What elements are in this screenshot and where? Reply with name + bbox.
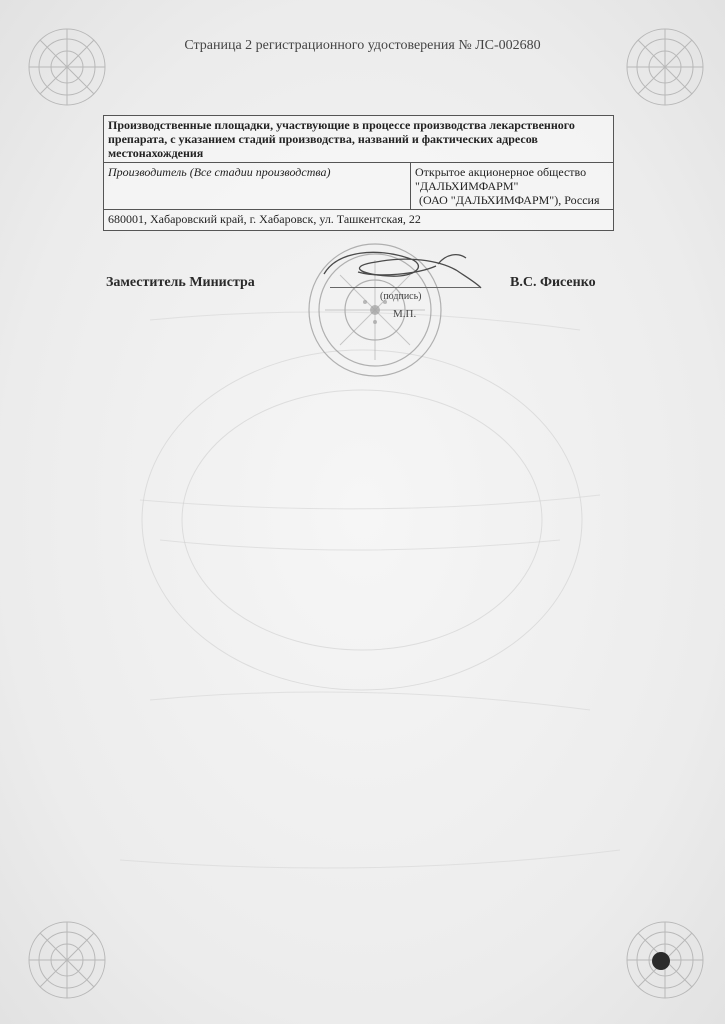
signatory-position: Заместитель Министра xyxy=(106,275,255,290)
punch-hole xyxy=(652,952,670,970)
manufacturer-organization-cell xyxy=(411,163,614,210)
signature-line xyxy=(330,287,480,288)
table-header-cell: Производственные площадки, участвующие в процессе производства лекарственного препарата, с указанием стадий производства, названий и фактических адресов местонахождения xyxy=(104,116,614,163)
signature-caption: (подпись) xyxy=(380,291,422,302)
handwritten-signature xyxy=(318,244,483,292)
corner-rosette-icon xyxy=(22,915,112,1005)
signatory-name: В.С. Фисенко xyxy=(510,275,596,290)
table-row xyxy=(104,116,614,163)
seal-label: М.П. xyxy=(393,308,417,320)
table-row xyxy=(104,163,614,210)
page-title: Страница 2 регистрационного удостоверения № ЛС-002680 xyxy=(184,38,541,53)
organization-line: Открытое акционерное общество xyxy=(415,165,587,179)
organization-line: (ОАО "ДАЛЬХИМФАРМ"), Россия xyxy=(419,193,600,207)
table-row xyxy=(104,210,614,231)
manufacturing-sites-table xyxy=(103,115,614,231)
manufacturer-address-cell: 680001, Хабаровский край, г. Хабаровск, ул. Ташкентская, 22 xyxy=(104,210,614,231)
corner-rosette-icon xyxy=(620,22,710,112)
manufacturer-role-cell: Производитель (Все стадии производства) xyxy=(104,163,411,210)
corner-rosette-icon xyxy=(22,22,112,112)
organization-line: "ДАЛЬХИМФАРМ" xyxy=(415,179,519,193)
